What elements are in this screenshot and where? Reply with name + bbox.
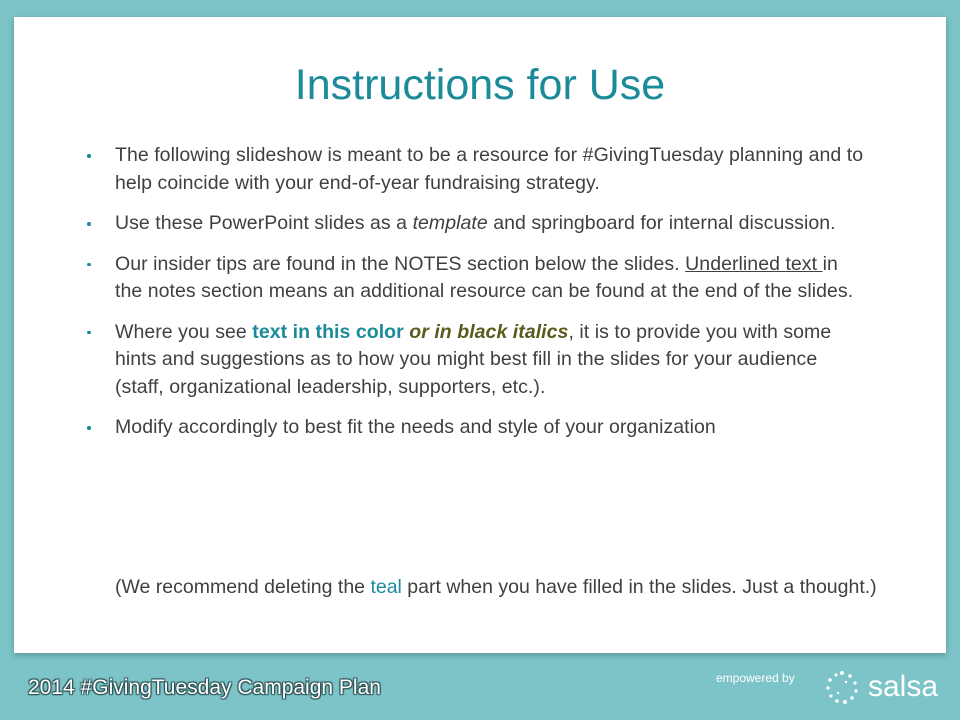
instruction-item [70, 142, 870, 197]
note-highlight: teal [370, 576, 402, 598]
instruction-text: in the notes section means an additional resource can be found at the end of the slides. [115, 252, 854, 302]
instruction-text: Where you see [115, 320, 253, 343]
note-text-before: (We recommend deleting the [115, 576, 371, 598]
instruction-text: , it is to provide you with some hints and suggestions as to how you might best fill in the slides for your audience (staff, organizational leadership, supporters, etc.). [115, 320, 832, 398]
bullet-dot-icon [87, 263, 91, 267]
note-text-after: part when you have filled in the slides. Just a thought.) [401, 576, 877, 598]
instruction-text: or in black italics [409, 320, 569, 343]
empowered-by-label: empowered by [716, 671, 795, 685]
instruction-text: Use these PowerPoint slides as a [115, 212, 413, 234]
instruction-item [70, 319, 870, 402]
instruction-text: text in this color [252, 320, 404, 343]
campaign-title: 2014 #GivingTuesday Campaign Plan [28, 676, 381, 699]
instruction-item [70, 414, 870, 442]
instruction-item [70, 210, 870, 238]
instruction-text: Underlined text [685, 252, 823, 275]
instruction-text: The following slideshow is meant to be a resource for #GivingTuesday planning and to help coincide with your end-of-year fundraising strategy. [115, 144, 864, 194]
bullet-dot-icon [87, 331, 91, 335]
instruction-text: template [412, 212, 488, 234]
instruction-item [70, 251, 870, 306]
slide-title: Instructions for Use [294, 61, 666, 109]
bullet-dot-icon [87, 154, 91, 158]
salsa-brand-text: salsa [868, 670, 939, 703]
recommendation-note [115, 574, 895, 602]
instruction-text: and springboard for internal discussion. [487, 212, 836, 234]
instruction-text: Our insider tips are found in the NOTES section below the slides. [115, 252, 686, 275]
instruction-text: Modify accordingly to best fit the needs and style of your organization [115, 416, 716, 438]
instruction-list [70, 142, 870, 455]
bullet-dot-icon [87, 426, 91, 430]
bullet-dot-icon [87, 222, 91, 226]
